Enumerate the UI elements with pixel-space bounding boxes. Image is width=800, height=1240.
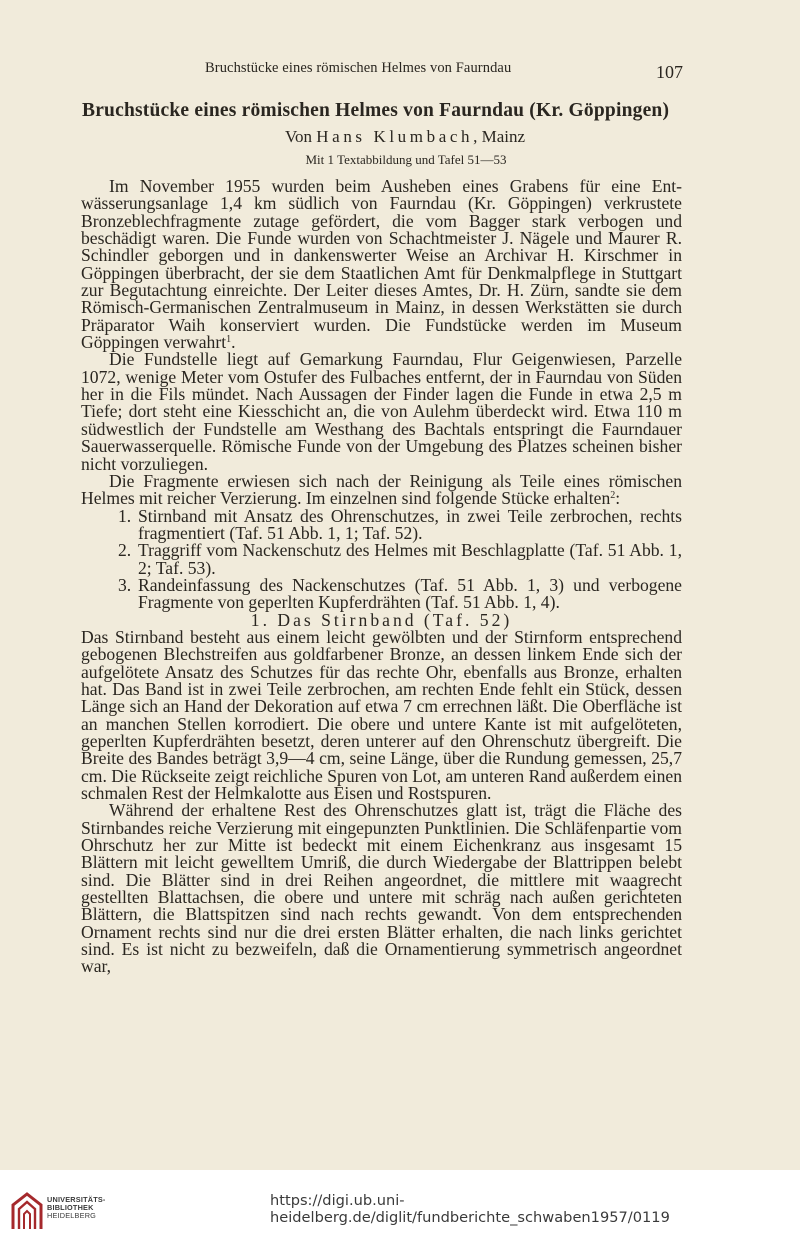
library-name-line3: HEIDELBERG bbox=[47, 1211, 97, 1220]
paragraph-fragments-text: Die Fragmente erwiesen sich nach der Reinigung als Teile eines römischen Helmes mit reicher Verzierung. Im einzelnen sind folgende Stücke erhalten bbox=[81, 470, 682, 509]
article-subtitle: Mit 1 Textabbildung und Tafel 51—53 bbox=[305, 152, 507, 167]
list-item-text: Stirnband mit Ansatz des Ohrenschutzes, in zwei Teile zerbrochen, rechts fragmentiert (Taf. 51 Abb. 1, 1; Taf. 52). bbox=[138, 505, 682, 543]
footnote-ref-2[interactable]: 2 bbox=[610, 490, 616, 502]
list-item-number: 3. bbox=[118, 574, 132, 595]
list-item-number: 1. bbox=[118, 505, 132, 526]
article-title: Bruchstücke eines römischen Helmes von Faurndau (Kr. Göppingen) bbox=[82, 100, 670, 121]
paragraph-intro-text: Im November 1955 wurden beim Ausheben eines Grabens für eine Entwässerungsanlage 1,4 km südlich von Faurndau (Kr. Göppingen) verkrustete Bronzeblechfragmente zutage gefördert, die vom Bagger stark verbogen und beschädigt waren. Die Funde wurden von Schachtmeister J. Nägele und Maurer R. Schindler geborgen und in dankenswerter Weise an Archivar H. Kirschmer in Göppingen überbracht, der sie dem Staatlichen Amt für Denkmalpflege in Stuttgart zur Begutachtung einreichte. Der Leiter dieses Amtes, Dr. H. Zürn, sandte sie dem Römisch-Germanischen Zentralmuseum in Mainz, in dessen Werkstätten sie durch Präparator Waih konserviert wurden. Die Fundstücke werden im Museum Göppingen verwahrt bbox=[81, 176, 682, 353]
library-logo-icon bbox=[10, 1191, 44, 1231]
library-name-line2: BIBLIOTHEK bbox=[47, 1203, 94, 1212]
paragraph-intro-end: . bbox=[231, 332, 236, 353]
list-item bbox=[81, 542, 682, 577]
section-heading: 1. Das Stirnband (Taf. 52) bbox=[250, 609, 513, 630]
article-body bbox=[81, 178, 682, 976]
library-name bbox=[47, 1196, 106, 1220]
paragraph-fragments bbox=[81, 470, 682, 509]
list-item-text: Traggriff vom Nackenschutz des Helmes mit Beschlagplatte (Taf. 51 Abb. 1, 2; Taf. 53). bbox=[138, 540, 682, 578]
paragraph-decoration: Während der erhaltene Rest des Ohrenschutzes glatt ist, trägt die Fläche des Stirnbandes reiche Verzierung mit eingepunzten Punktlinien. Die Schläfenpartie vom Ohrschutz her zur Mitte ist bedeckt mit einem Eichenkranz aus insgesamt 15 Blättern mit leicht gewelltem Umriß, die durch Wiedergabe der Blattrippen belebt sind. Die Blätter sind in drei Reihen angeordnet, die mittlere mit waagrecht gestellten Blattachsen, die obere und untere mit schräg nach außen gerichteten Blättern, die Blattspitzen sind nach rechts gewandt. Von dem entsprechenden Ornament rechts sind nur die drei ersten Blätter erhalten, die nach links gerichtet sind. Es ist nicht zu bezweifeln, daß die Ornamentierung symmetrisch angeordnet war, bbox=[81, 800, 682, 977]
page-number: 107 bbox=[656, 62, 683, 82]
source-url-link[interactable]: https://digi.ub.uni-heidelberg.de/diglit/fundberichte_schwaben1957/0119 bbox=[270, 1192, 670, 1226]
paragraph-fragments-end: : bbox=[615, 488, 621, 509]
footnote-ref-1[interactable]: 1 bbox=[226, 334, 232, 346]
list-item bbox=[81, 505, 682, 543]
paragraph-stirnband: Das Stirnband besteht aus einem leicht gewölbten und der Stirnform entsprechend gebogenen Blechstreifen aus goldfarbener Bronze, an dessen linkem Ende sich der aufgelötete Ansatz des Schutzes für das rechte Ohr, ebenfalls aus Bronze, erhalten hat. Das Band ist in zwei Teile zerbrochen, am rechten Ende fehlt ein Stück, dessen Länge sich an Hand der Dekoration auf etwa 7 cm errechnen läßt. Die Oberfläche ist an manchen Stellen korrodiert. Die obere und untere Kante ist mit aufgelöteten, geperlten Kupferdrähten besetzt, deren unterer auf den Ohrenschutz übergreift. Die Breite des Bandes beträgt 3,9—4 cm, seine Länge, über die Rundung gemessen, 25,7 cm. Die Rückseite zeigt reichliche Spuren von Lot, am unteren Rand außerdem einen schmalen Rest der Helmkalotte aus Eisen und Rostspuren. bbox=[81, 626, 682, 804]
list-item-text: Randeinfassung des Nackenschutzes (Taf. 51 Abb. 1, 3) und verbogene Fragmente von geperlten Kupferdrähten (Taf. 51 Abb. 1, 4). bbox=[138, 574, 682, 613]
list-item-number: 2. bbox=[118, 540, 132, 561]
paragraph-intro bbox=[81, 178, 682, 351]
byline bbox=[0, 127, 800, 147]
fragment-list bbox=[81, 505, 682, 613]
running-title: Bruchstücke eines römischen Helmes von Faurndau bbox=[205, 60, 512, 76]
byline-prefix: Von bbox=[284, 127, 317, 146]
author-name: Hans Klumbach bbox=[316, 127, 474, 146]
list-item bbox=[81, 574, 682, 613]
paragraph-site: Die Fundstelle liegt auf Gemarkung Faurndau, Flur Geigenwiesen, Parzelle 1072, wenige Meter vom Ostufer des Fulbaches entfernt, der in Faurndau von Süden her in die Fils mündet. Nach Aussagen der Finder lagen die Funde in etwa 2,5 m Tiefe; dort steht eine Kiesschicht an, die von Aulehm überdeckt wird. Etwa 110 m südwestlich der Fundstelle am Westhang des Bachtals entspringt die Faurndauer Sauerwasserquelle. Römische Funde von der Umgebung des Platzes scheinen bisher nicht vorzuliegen. bbox=[81, 349, 682, 474]
byline-suffix: , Mainz bbox=[473, 127, 526, 146]
running-head bbox=[0, 60, 800, 80]
library-name-line1: UNIVERSITÄTS- bbox=[47, 1195, 106, 1204]
